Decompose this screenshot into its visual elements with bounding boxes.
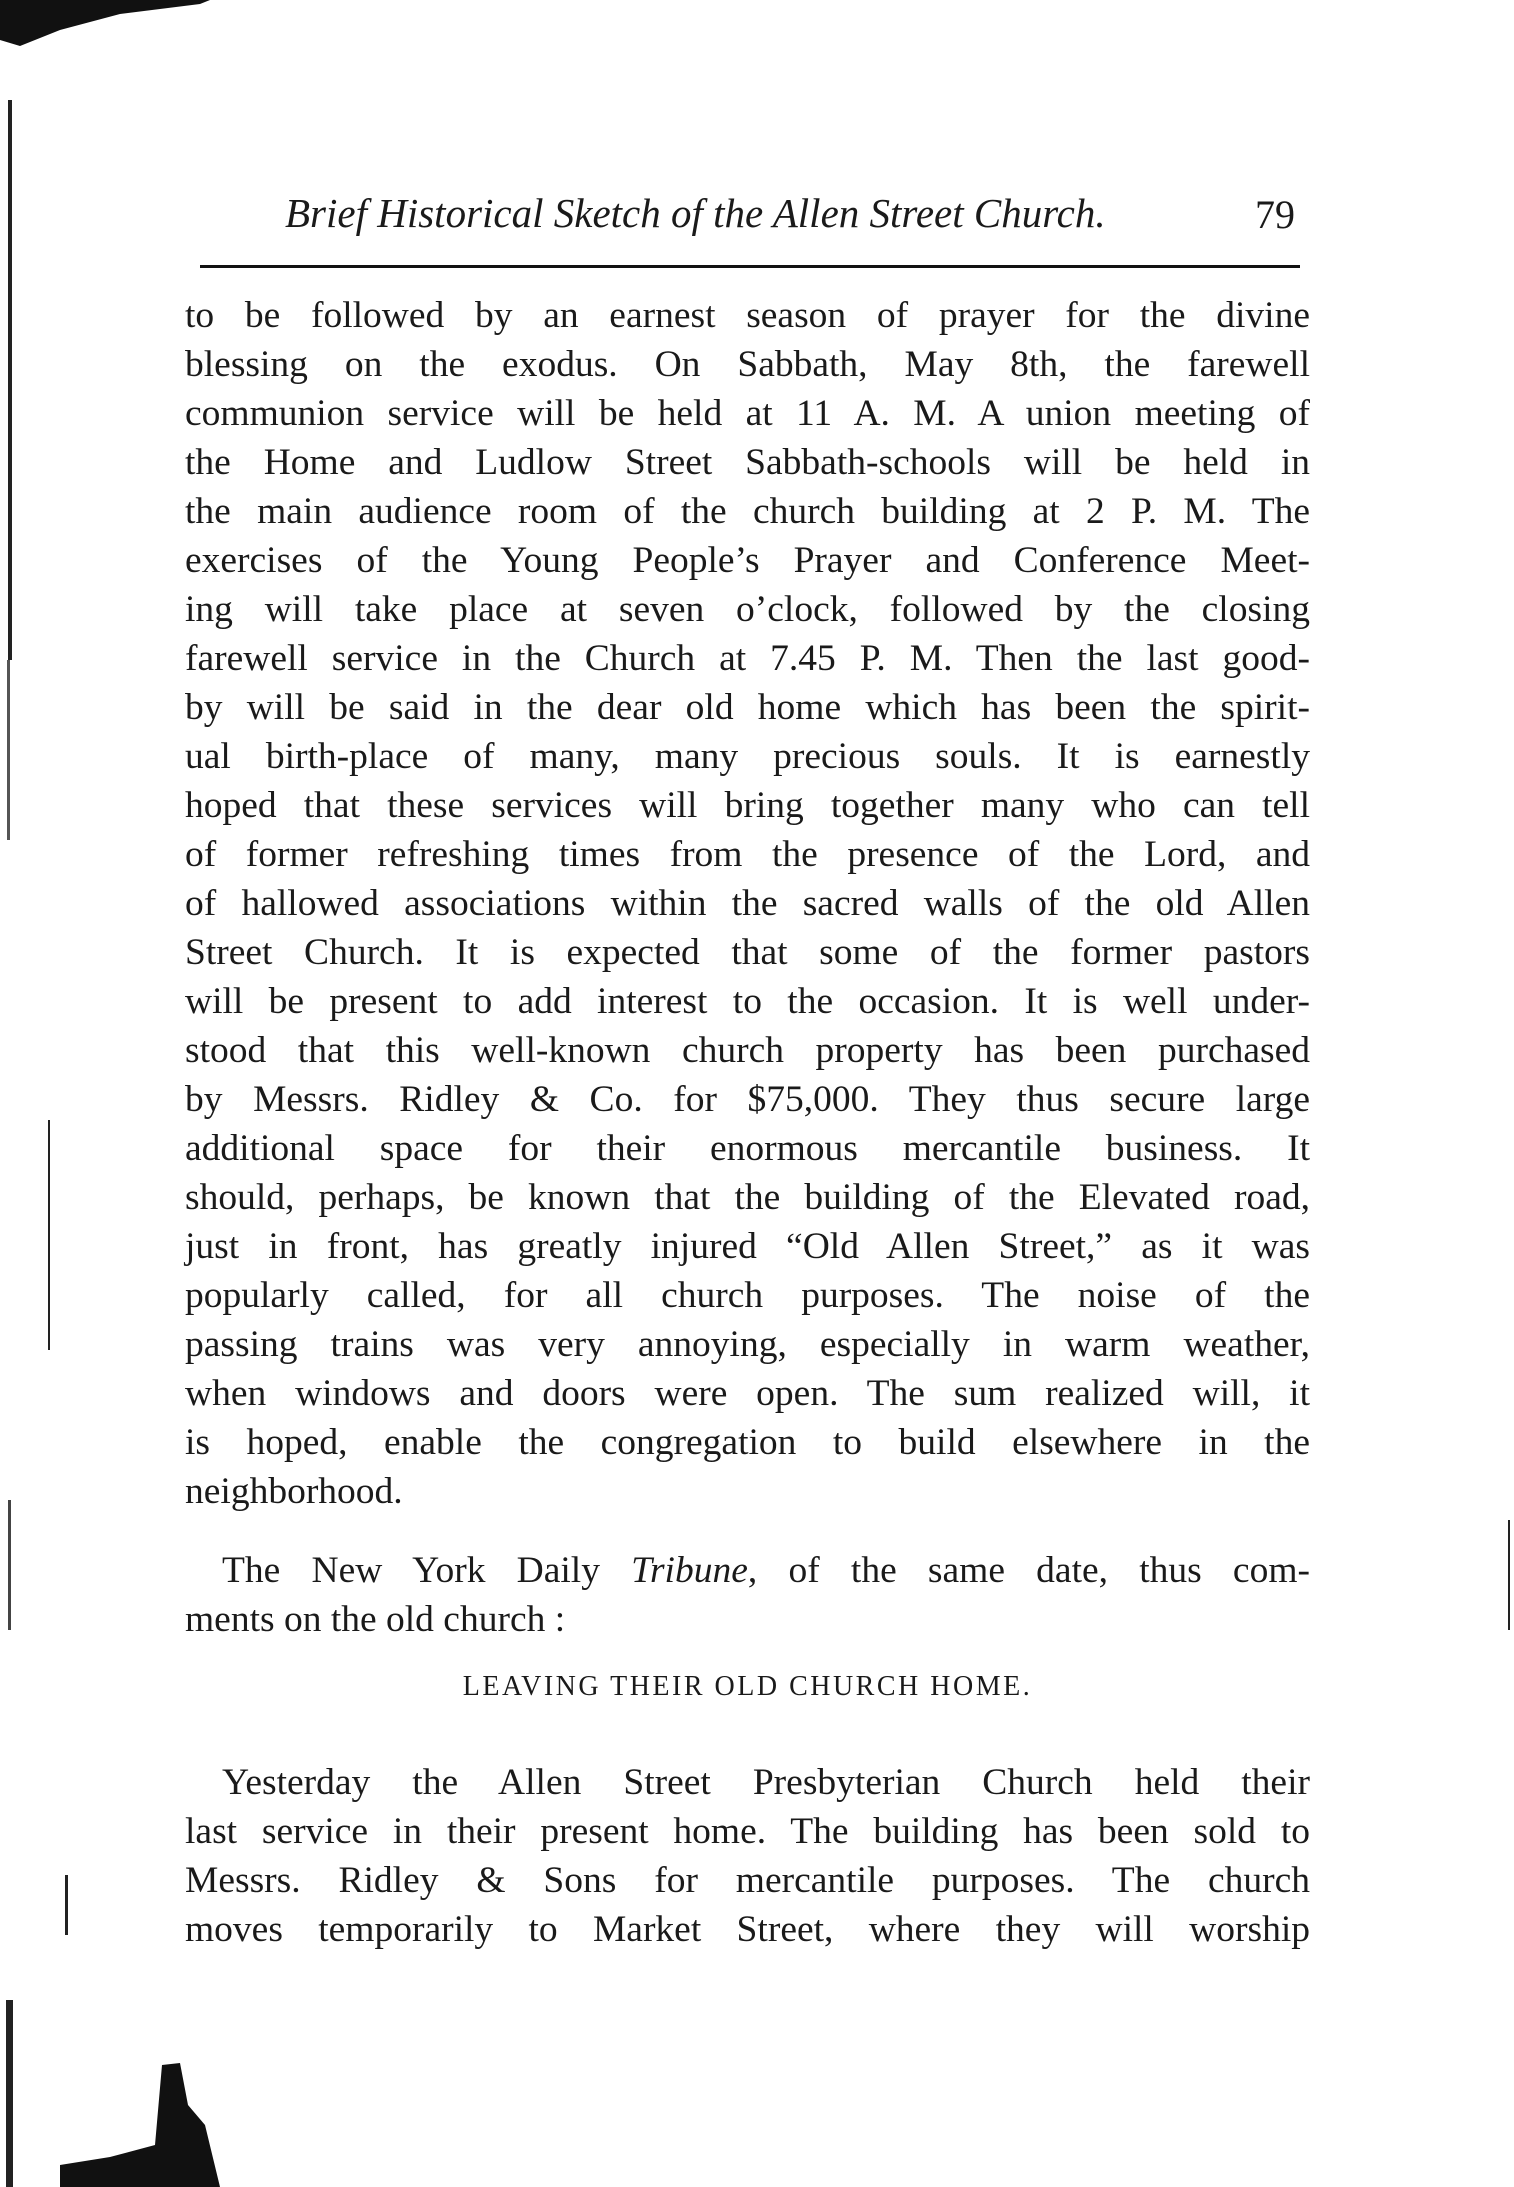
text-line: ual birth-place of many, many precious souls. It is earnestly [185, 736, 1310, 777]
text-line: communion service will be held at 11 A. M. A union meeting of [185, 393, 1310, 434]
text-line: passing trains was very annoying, especially in warm weather, [185, 1324, 1310, 1365]
text-line: blessing on the exodus. On Sabbath, May 8th, the farewell [185, 344, 1310, 385]
text-line: exercises of the Young People’s Prayer and Conference Meet- [185, 540, 1310, 581]
text-line: by Messrs. Ridley & Co. for $75,000. They thus secure large [185, 1079, 1310, 1120]
scan-margin-line [48, 1120, 50, 1350]
text-line: stood that this well-known church property has been purchased [185, 1030, 1310, 1071]
text-line: of hallowed associations within the sacred walls of the old Allen [185, 883, 1310, 924]
running-title: Brief Historical Sketch of the Allen Street Church. [285, 190, 1106, 236]
scan-corner-mark [0, 0, 210, 48]
newspaper-title: Tribune [631, 1550, 748, 1591]
running-head [185, 183, 1295, 243]
page-number: 79 [1255, 192, 1295, 237]
scan-binding-edge [6, 100, 16, 2187]
text-line: additional space for their enormous mercantile business. It [185, 1128, 1310, 1169]
text-line: Street Church. It is expected that some of the former pastors [185, 932, 1310, 973]
text-line: Yesterday the Allen Street Presbyterian Church held their [222, 1762, 1310, 1803]
text-line: to be followed by an earnest season of prayer for the divine [185, 295, 1310, 336]
text-line: is hoped, enable the congregation to build elsewhere in the [185, 1422, 1310, 1463]
section-heading: LEAVING THEIR OLD CHURCH HOME. [462, 1671, 1033, 1702]
scan-margin-line [65, 1875, 68, 1935]
text-line: should, perhaps, be known that the building of the Elevated road, [185, 1177, 1310, 1218]
text-line: of former refreshing times from the presence of the Lord, and [185, 834, 1310, 875]
text-line: Messrs. Ridley & Sons for mercantile purposes. The church [185, 1860, 1310, 1901]
text-line: moves temporarily to Market Street, where they will worship [185, 1909, 1310, 1950]
text-line: the main audience room of the church building at 2 P. M. The [185, 491, 1310, 532]
text-line: just in front, has greatly injured “Old Allen Street,” as it was [185, 1226, 1310, 1267]
text-line: hoped that these services will bring together many who can tell [185, 785, 1310, 826]
text-line: will be present to add interest to the occasion. It is well under- [185, 981, 1310, 1022]
text-span: The New York Daily [222, 1550, 632, 1591]
text-span: , of the same date, thus com- [747, 1550, 1310, 1591]
header-rule [200, 265, 1300, 268]
text-line: when windows and doors were open. The sum realized will, it [185, 1373, 1310, 1414]
text-line: ing will take place at seven o’clock, followed by the closing [185, 589, 1310, 630]
text-line: popularly called, for all church purposes. The noise of the [185, 1275, 1310, 1316]
text-line: farewell service in the Church at 7.45 P. M. Then the last good- [185, 638, 1310, 679]
text-line: neighborhood. [185, 1471, 403, 1512]
text-line: ments on the old church : [185, 1599, 566, 1640]
text-line: last service in their present home. The building has been sold to [185, 1811, 1310, 1852]
text-line [222, 1547, 1310, 1595]
scan-bottom-blot [60, 2045, 220, 2187]
text-line: the Home and Ludlow Street Sabbath-schools will be held in [185, 442, 1310, 483]
text-line: by will be said in the dear old home which has been the spirit- [185, 687, 1310, 728]
scan-margin-line [1508, 1520, 1510, 1630]
